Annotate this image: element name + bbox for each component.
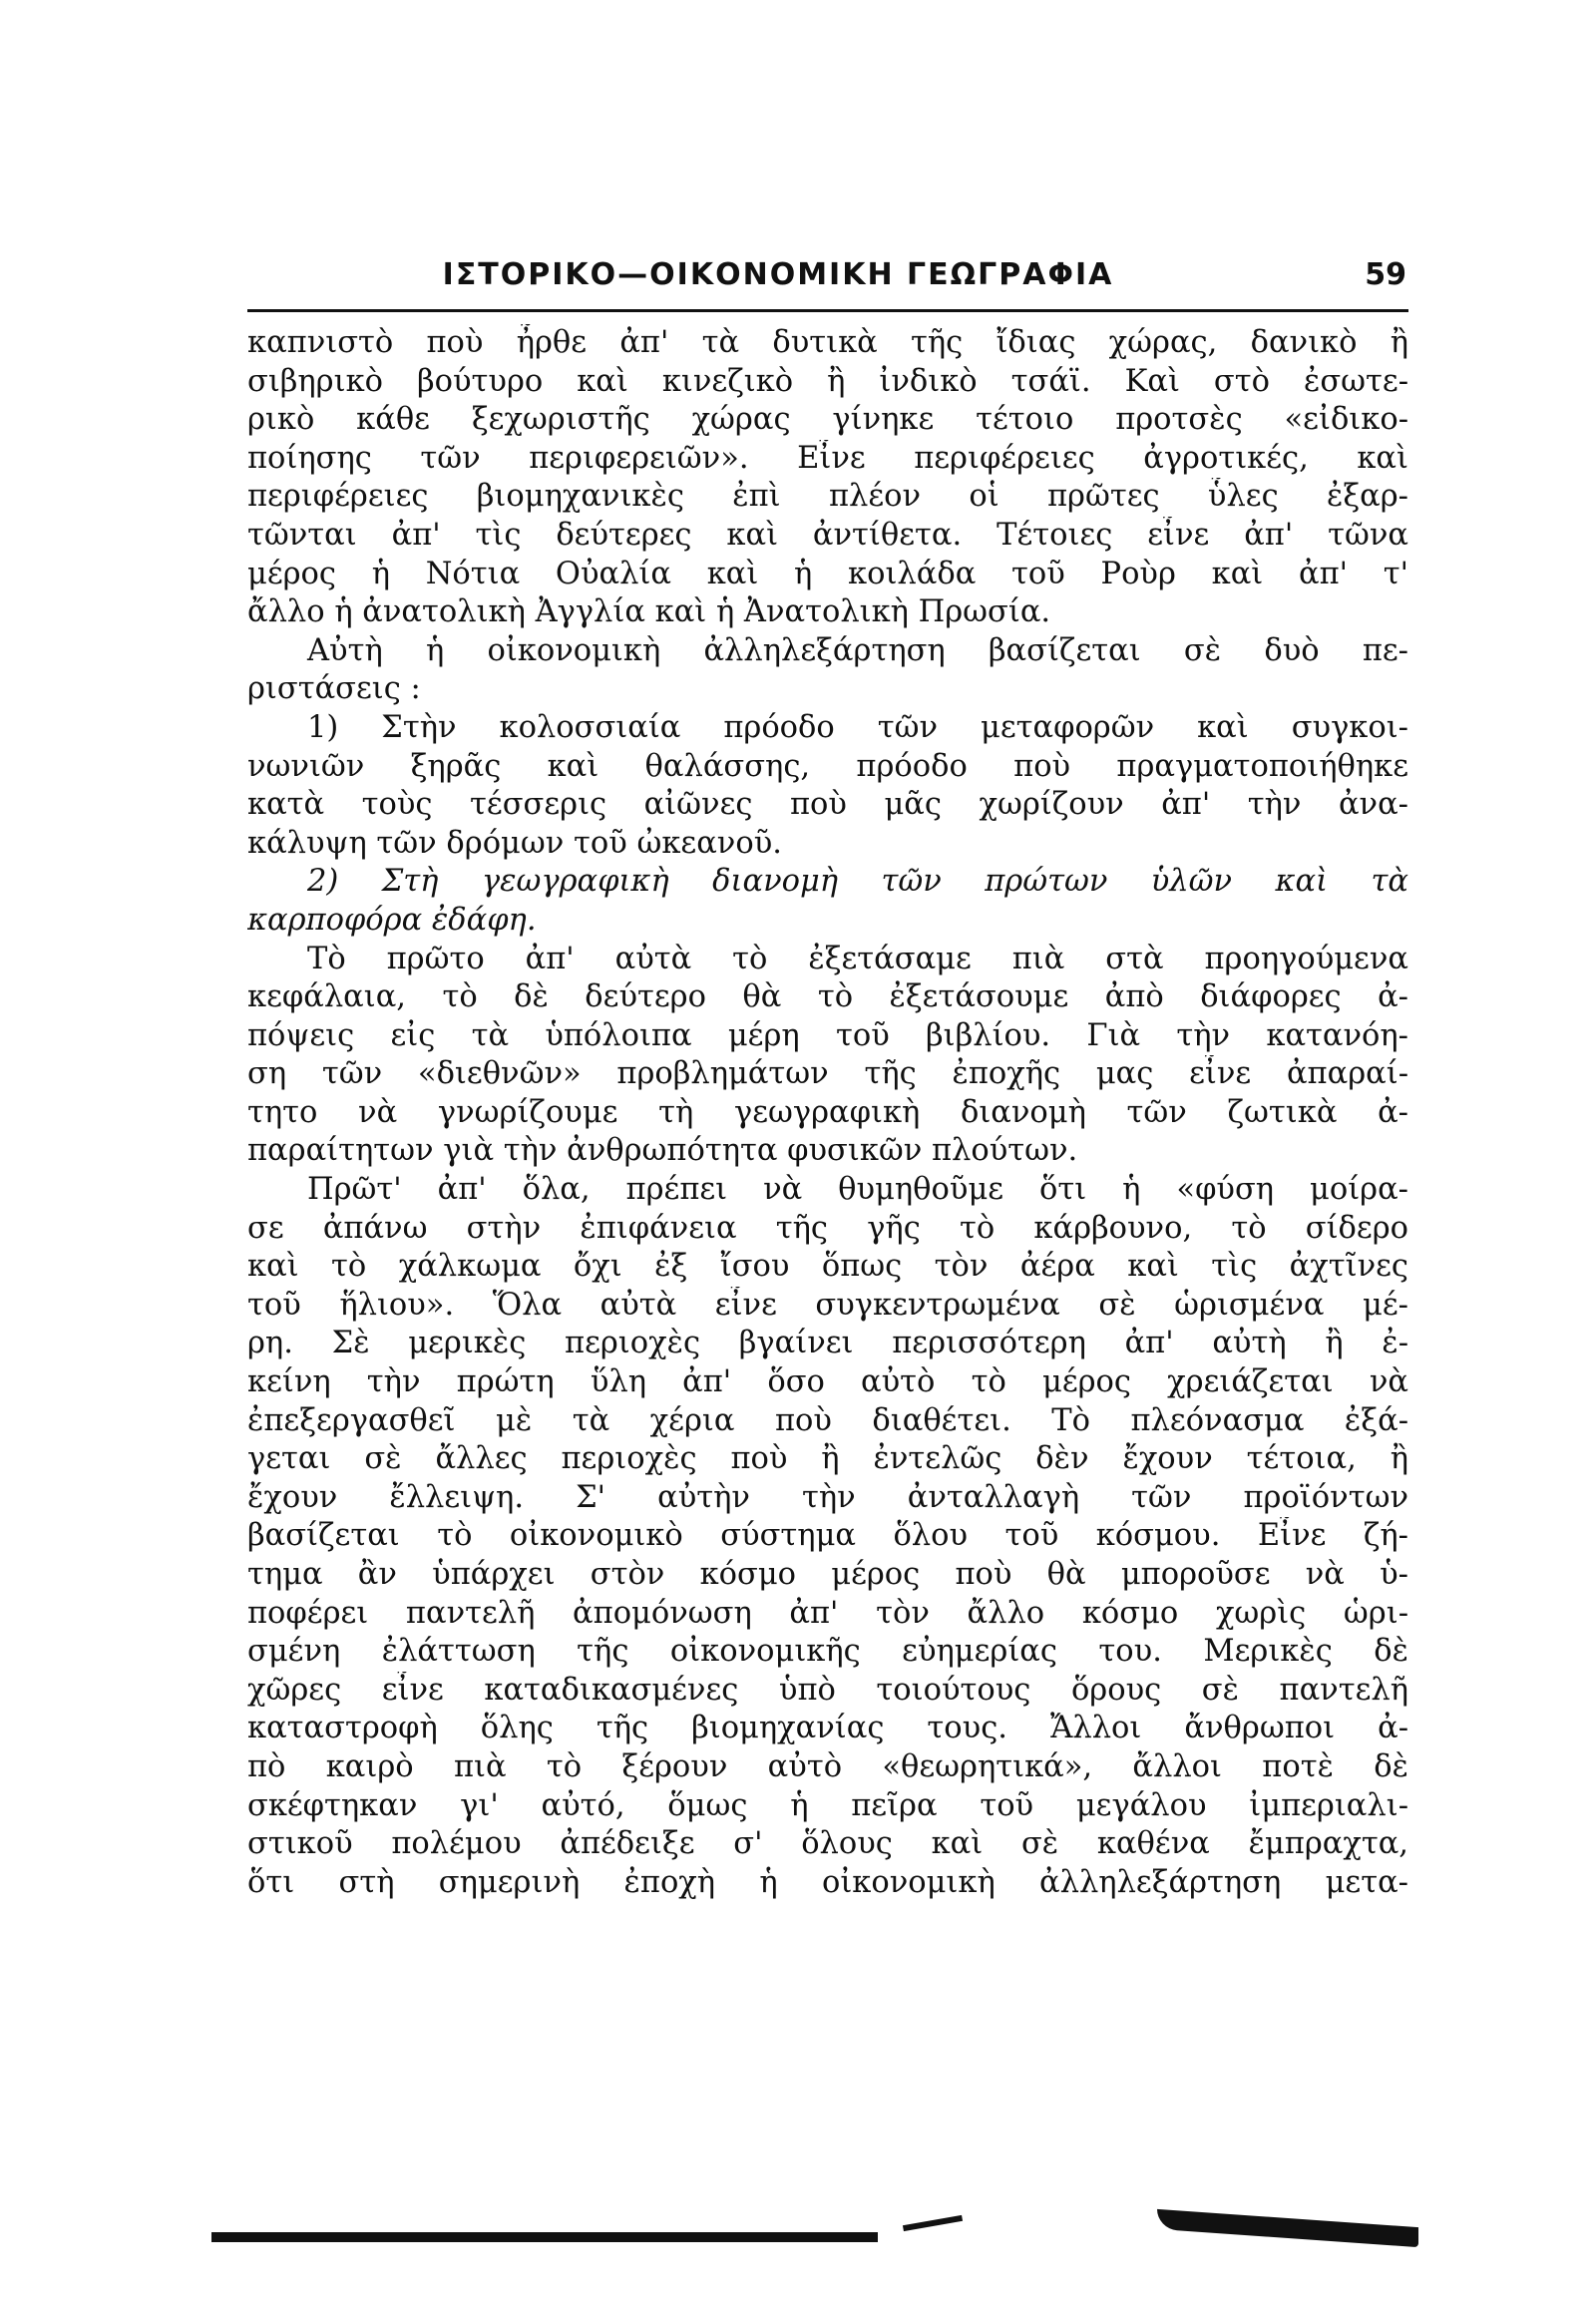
text-line: καρποφόρα ἐδάφη. [247,902,537,938]
text-line: ριστάσεις : [247,671,421,707]
text-line: τητο νὰ γνωρίζουμε τὴ γεωγραφικὴ διανομὴ τῶν ζωτικὰ ἀ- [247,1094,1408,1130]
text-line: γεται σὲ ἄλλες περιοχὲς ποὺ ἢ ἐντελῶς δὲν ἔχουν τέτοια, ἢ [247,1441,1408,1477]
text-line: ση τῶν «διεθνῶν» προβλημάτων τῆς ἐποχῆς μας εἶνε ἀπαραί- [247,1056,1408,1092]
text-line: τημα ἂν ὑπάρχει στὸν κόσμο μέρος ποὺ θὰ μποροῦσε νὰ ὑ- [247,1557,1408,1592]
text-line: Τὸ πρῶτο ἀπ' αὐτὰ τὸ ἐξετάσαμε πιὰ στὰ προηγούμενα [307,941,1408,976]
text-line: ποίησης τῶν περιφερειῶν». Εἶνε περιφέρειες ἀγροτικές, καὶ [247,440,1408,476]
text-line: ἐπεξεργασθεῖ μὲ τὰ χέρια ποὺ διαθέτει. Τὸ πλεόνασμα ἐξά- [247,1402,1408,1438]
running-head: ΙΣΤΟΡΙΚΟ—ΟΙΚΟΝΟΜΙΚΗ ΓΕΩΓΡΑΦΙΑ [442,257,1114,292]
text-line: τῶνται ἀπ' τὶς δεύτερες καὶ ἀντίθετα. Τέτοιες εἶνε ἀπ' τῶνα [247,517,1408,553]
text-line: Αὐτὴ ἡ οἰκονομικὴ ἀλληλεξάρτηση βασίζεται σὲ δυὸ πε- [307,632,1408,668]
text-line: ὅτι στὴ σημερινὴ ἐποχὴ ἡ οἰκονομικὴ ἀλληλεξάρτηση μετα- [247,1864,1408,1900]
text-line: κατὰ τοὺς τέσσερις αἰῶνες ποὺ μᾶς χωρίζουν ἀπ' τὴν ἀνα- [247,787,1408,823]
text-line: πὸ καιρὸ πιὰ τὸ ξέρουν αὐτὸ «θεωρητικά», ἄλλοι ποτὲ δὲ [247,1748,1408,1784]
text-line: παραίτητων γιὰ τὴν ἀνθρωπότητα φυσικῶν πλούτων. [247,1133,1078,1169]
text-line: νωνιῶν ξηρᾶς καὶ θαλάσσης, πρόοδο ποὺ πραγματοποιήθηκε [247,748,1408,784]
text-line: ρη. Σὲ μερικὲς περιοχὲς βγαίνει περισσότερη ἀπ' αὐτὴ ἢ ἐ- [247,1326,1408,1361]
text-line: μέρος ἡ Νότια Οὐαλία καὶ ἡ κοιλάδα τοῦ Ροὺρ καὶ ἀπ' τ' [247,556,1408,591]
text-line: χῶρες εἶνε καταδικασμένες ὑπὸ τοιούτους ὅρους σὲ παντελῆ [247,1672,1408,1708]
text-line: ἔχουν ἔλλειψη. Σ' αὐτὴν τὴν ἀνταλλαγὴ τῶν προϊόντων [247,1479,1408,1515]
scan-artifacts [0,2174,1596,2308]
text-line: σμένη ἐλάττωση τῆς οἰκονομικῆς εὐημερίας του. Μερικὲς δὲ [247,1634,1408,1670]
scan-bar-left [211,2232,878,2242]
text-line: κείνη τὴν πρώτη ὕλη ἀπ' ὅσο αὐτὸ τὸ μέρος χρειάζεται νὰ [247,1364,1408,1400]
header-rule [247,309,1408,312]
text-line: περιφέρειες βιομηχανικὲς ἐπὶ πλέον οἱ πρῶτες ὗλες ἐξαρ- [247,479,1408,515]
text-line: ρικὸ κάθε ξεχωριστῆς χώρας γίνηκε τέτοιο προτσὲς «εἰδικο- [247,402,1408,438]
text-line: 1) Στὴν κολοσσιαία πρόοδο τῶν μεταφορῶν καὶ συγκοι- [307,709,1408,745]
text-line: κάλυψη τῶν δρόμων τοῦ ὠκεανοῦ. [247,825,782,861]
text-line: κεφάλαια, τὸ δὲ δεύτερο θὰ τὸ ἐξετάσουμε ἀπὸ διάφορες ἀ- [247,979,1408,1015]
text-line: καπνιστὸ ποὺ ἦρθε ἀπ' τὰ δυτικὰ τῆς ἴδιας χώρας, δανικὸ ἢ [247,325,1408,360]
text-line: σε ἀπάνω στὴν ἐπιφάνεια τῆς γῆς τὸ κάρβουνο, τὸ σίδερο [247,1210,1408,1246]
text-line: καὶ τὸ χάλκωμα ὄχι ἐξ ἴσου ὅπως τὸν ἀέρα καὶ τὶς ἀχτῖνες [247,1249,1408,1285]
text-line: 2) Στὴ γεωγραφικὴ διανομὴ τῶν πρώτων ὑλῶν καὶ τὰ [307,864,1408,900]
body-text [247,324,1408,1941]
text-line: ποφέρει παντελῆ ἀπομόνωση ἀπ' τὸν ἄλλο κόσμο χωρὶς ὡρι- [247,1595,1408,1631]
text-line: σιβηρικὸ βούτυρο καὶ κινεζικὸ ἢ ἰνδικὸ τσάϊ. Καὶ στὸ ἐσωτε- [247,363,1408,399]
text-line: Πρῶτ' ἀπ' ὅλα, πρέπει νὰ θυμηθοῦμε ὅτι ἡ «φύση μοίρα- [307,1172,1408,1208]
page-header [249,257,1406,303]
text-line: καταστροφὴ ὅλης τῆς βιομηχανίας τους. Ἄλλοι ἄνθρωποι ἀ- [247,1711,1408,1746]
text-line: ἄλλο ἡ ἀνατολικὴ Ἀγγλία καὶ ἡ Ἀνατολικὴ Πρωσία. [247,594,1051,630]
page-number: 59 [1365,257,1406,292]
text-line: στικοῦ πολέμου ἀπέδειξε σ' ὅλους καὶ σὲ καθένα ἔμπραχτα, [247,1826,1408,1862]
text-line: σκέφτηκαν γι' αὐτό, ὅμως ἡ πεῖρα τοῦ μεγάλου ἰμπεριαλι- [247,1787,1408,1823]
text-line: πόψεις εἰς τὰ ὑπόλοιπα μέρη τοῦ βιβλίου. Γιὰ τὴν κατανόη- [247,1017,1408,1053]
scan-bar-right [1157,2209,1418,2247]
text-line [247,1902,1408,1941]
scan-mark [903,2215,963,2231]
text-line: βασίζεται τὸ οἰκονομικὸ σύστημα ὅλου τοῦ κόσμου. Εἶνε ζή- [247,1518,1408,1554]
text-line: τοῦ ἥλιου». Ὅλα αὐτὰ εἶνε συγκεντρωμένα σὲ ὡρισμένα μέ- [247,1287,1408,1323]
